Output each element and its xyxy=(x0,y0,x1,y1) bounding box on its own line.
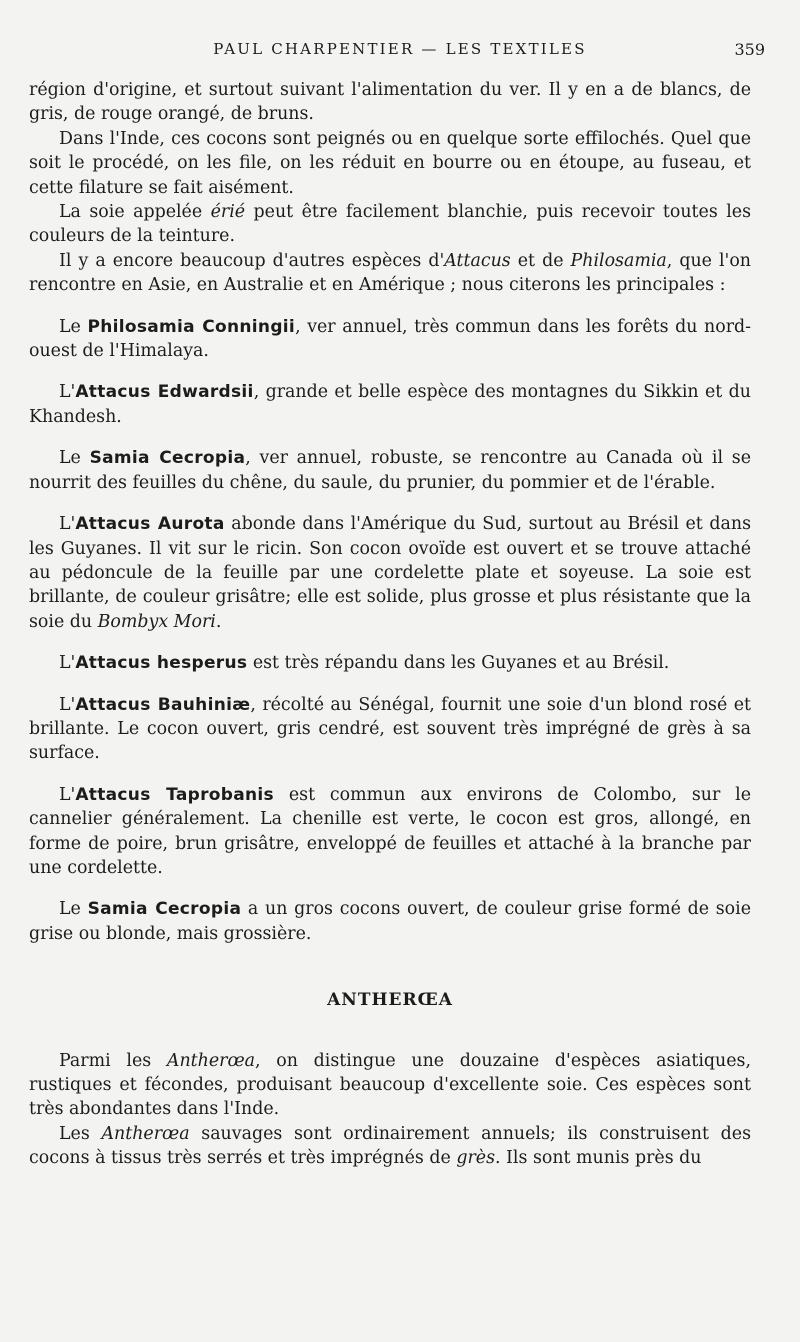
entry-attacus-hesperus: L'Attacus hesperus est très répandu dans les Guyanes et au Brésil. xyxy=(59,653,670,674)
entry-attacus-edwardsii: L'Attacus Edwardsii, grande et belle espèce des montagnes du Sikkin et du Khandesh. xyxy=(29,382,751,427)
entry-samia-cecropia-1: Le Samia Cecropia, ver annuel, robuste, se rencontre au Canada où il se nourrit des feuilles du chêne, du saule, du prunier, du pommier et de l'érable. xyxy=(29,448,752,493)
paragraph-other-species: Il y a encore beaucoup d'autres espèces d'Attacus et de Philosamia, que l'on rencontre en Asie, en Australie et en Amérique ; nous citerons les principales : xyxy=(29,250,752,296)
species-name: Attacus Aurota xyxy=(75,514,225,535)
entry-attacus-taprobanis: L'Attacus Taprobanis est commun aux environs de Colombo, sur le cannelier généralement. La chenille est verte, le cocon est gros, allongé, en forme de poire, brun grisâtre, enveloppé de feuilles et attaché à la branche par une cordelette. xyxy=(29,784,751,878)
running-head-title: PAUL CHARPENTIER — LES TEXTILES xyxy=(213,40,587,58)
entry-attacus-aurota: L'Attacus Aurota abonde dans l'Amérique du Sud, surtout au Brésil et dans les Guyanes. Il vit sur le ricin. Son cocon ovoïde est ouvert et se trouve attaché au pédoncule de la feuille par une cordelette plate et soyeuse. La soie est brillante, de couleur grisâtre; elle est solide, plus grosse et plus résistante que la soie du Bombyx Mori. xyxy=(29,514,751,632)
species-name: Philosamia Conningii xyxy=(87,316,296,337)
section-heading: ANTHERŒA xyxy=(327,990,453,1011)
paragraph-antheraea-intro: Parmi les Antherœa, on distingue une douzaine d'espèces asiatiques, rustiques et fécondes, produisant beaucoup d'excellente soie. Ces espèces sont très abondantes dans l'Inde. xyxy=(29,1050,751,1120)
species-name: Attacus hesperus xyxy=(75,653,248,674)
paragraph-continuation: région d'origine, et surtout suivant l'alimentation du ver. Il y en a de blancs, de gris, de rouge orangé, de bruns. xyxy=(29,80,751,125)
paragraph-india-cocoons: Dans l'Inde, ces cocons sont peignés ou en quelque sorte effilochés. Quel que soit le procédé, on les file, on les réduit en bourre ou en étoupe, au fuseau, et cette filature se fait aisément. xyxy=(29,128,751,198)
entry-philosamia-conningii: Le Philosamia Conningii, ver annuel, très commun dans les forêts du nord-ouest de l'Himalaya. xyxy=(29,316,752,362)
running-head xyxy=(0,40,800,64)
species-name: Attacus Taprobanis xyxy=(75,784,274,805)
species-name: Samia Cecropia xyxy=(89,448,246,469)
paragraph-antheraea-wild: Les Antherœa sauvages sont ordinairement annuels; ils construisent des cocons à tissus très serrés et très imprégnés de grès. Ils sont munis près du xyxy=(29,1123,751,1169)
species-name: Attacus Edwardsii xyxy=(75,382,254,403)
species-name: Samia Cecropia xyxy=(87,899,242,920)
paragraph-erie-silk: La soie appelée érié peut être facilement blanchie, puis recevoir toutes les couleurs de la teinture. xyxy=(29,202,751,247)
entry-attacus-bauhiniae: L'Attacus Bauhiniæ, récolté au Sénégal, fournit une soie d'un blond rosé et brillante. Le cocon ouvert, gris cendré, est souvent très imprégné de grès à sa surface. xyxy=(29,694,751,764)
entry-samia-cecropia-2: Le Samia Cecropia a un gros cocons ouvert, de couleur grise formé de soie grise ou blonde, mais grossière. xyxy=(29,899,751,944)
page-number: 359 xyxy=(734,40,765,59)
page-body xyxy=(29,78,751,1171)
species-name: Attacus Bauhiniæ xyxy=(75,694,251,715)
